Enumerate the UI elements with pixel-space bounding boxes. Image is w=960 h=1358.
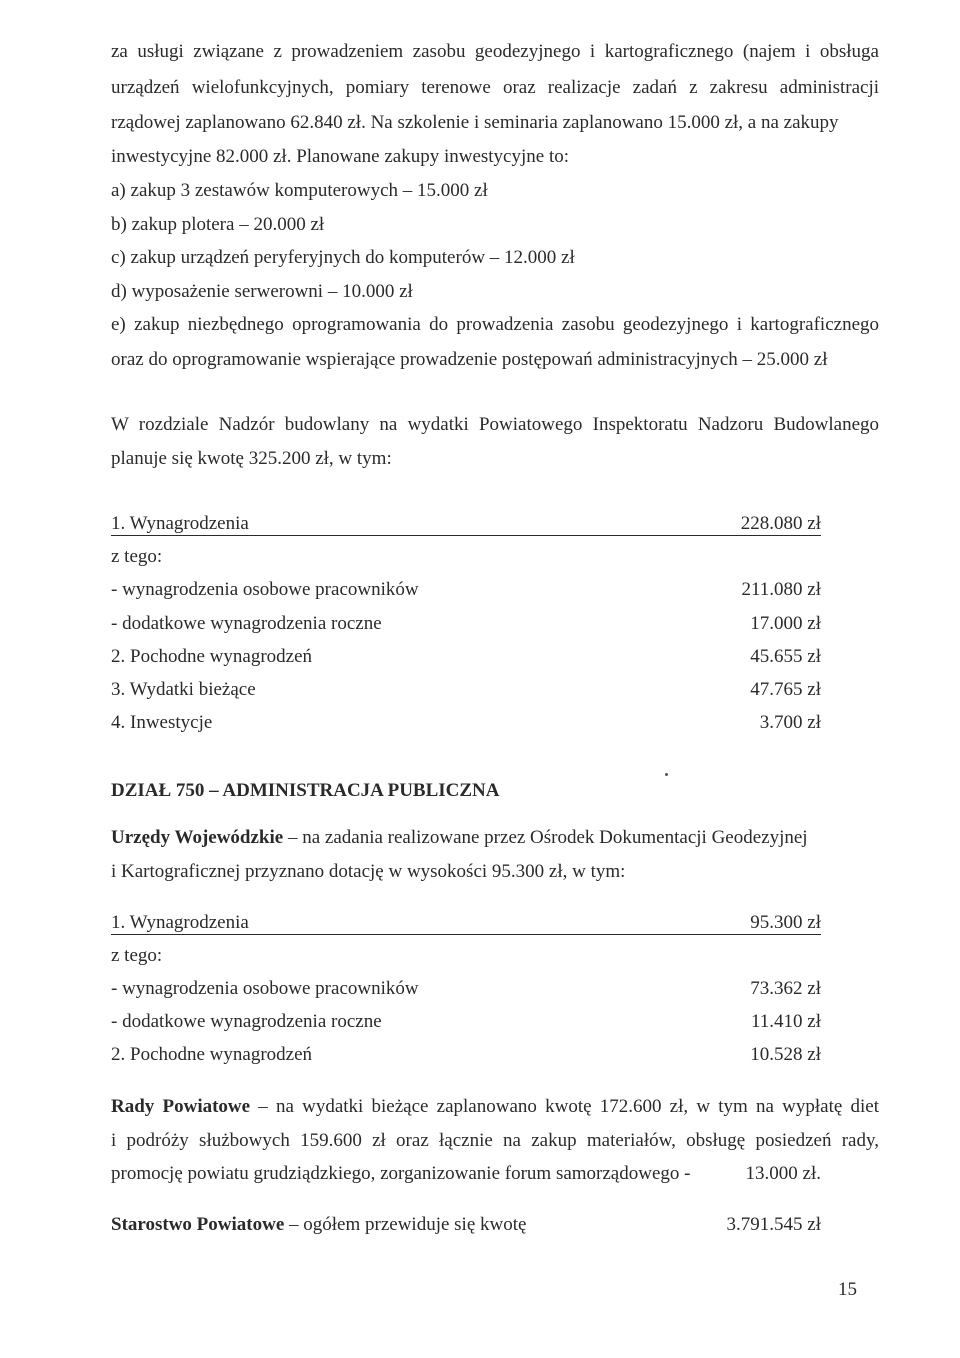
row-label: - dodatkowe wynagrodzenia roczne: [111, 613, 382, 634]
list-item: c) zakup urządzeń peryferyjnych do komputerów – 12.000 zł: [111, 247, 575, 268]
urzedy-line1: [111, 826, 808, 850]
table-row: [111, 1010, 821, 1034]
rady-line1: [111, 1095, 879, 1119]
starostwo-row: [111, 1213, 821, 1237]
table2-ztego: z tego:: [111, 945, 163, 966]
row-label: - dodatkowe wynagrodzenia roczne: [111, 1011, 382, 1032]
urzedy-bold: Urzędy Wojewódzkie: [111, 827, 284, 848]
starostwo-amount: 3.791.545 zł: [726, 1214, 821, 1235]
urzedy-line2: i Kartograficznej przyznano dotację w wysokości 95.300 zł, w tym:: [111, 861, 626, 882]
row-amount: 11.410 zł: [750, 1011, 821, 1032]
table-row: [111, 612, 821, 636]
table-row: [111, 711, 821, 735]
rady-line3-label: promocję powiatu grudziądzkiego, zorganizowanie forum samorządowego -: [111, 1163, 691, 1184]
table-row: [111, 977, 821, 1001]
row-amount: 3.700 zł: [759, 712, 821, 733]
row-amount: 47.765 zł: [750, 679, 821, 700]
starostwo-bold: Starostwo Powiatowe: [111, 1214, 285, 1235]
row-amount: 211.080 zł: [741, 579, 821, 600]
urzedy-text: – na zadania realizowane przez Ośrodek Dokumentacji Geodezyjnej: [283, 827, 808, 848]
row-amount: 45.655 zł: [750, 646, 821, 667]
table2-header-row: [111, 911, 821, 935]
row-amount: 10.528 zł: [750, 1044, 821, 1065]
row-label: 3. Wydatki bieżące: [111, 679, 256, 700]
row-amount: 73.362 zł: [750, 978, 821, 999]
table-row: [111, 1043, 821, 1067]
table-row: [111, 578, 821, 602]
rady-line2: i podróży służbowych 159.600 zł oraz łącznie na zakup materiałów, obsługę posiedzeń rady,: [111, 1130, 879, 1151]
paragraph-line: za usługi związane z prowadzeniem zasobu geodezyjnego i kartograficznego (najem i obsługa: [111, 41, 879, 62]
table2-header-label: 1. Wynagrodzenia: [111, 912, 249, 933]
section-heading: DZIAŁ 750 – ADMINISTRACJA PUBLICZNA: [111, 780, 500, 801]
starostwo-text: – ogółem przewiduje się kwotę: [284, 1214, 527, 1235]
page-number: 15: [838, 1279, 857, 1300]
rady-line3: [111, 1162, 821, 1186]
row-amount: 17.000 zł: [750, 613, 821, 634]
paragraph-line: inwestycyjne 82.000 zł. Planowane zakupy inwestycyjne to:: [111, 146, 570, 167]
table1-ztego: z tego:: [111, 546, 163, 567]
table2-header-amount: 95.300 zł: [750, 912, 821, 933]
row-label: 2. Pochodne wynagrodzeń: [111, 1044, 313, 1065]
list-item: a) zakup 3 zestawów komputerowych – 15.000 zł: [111, 180, 488, 201]
nadzor-line2: planuje się kwotę 325.200 zł, w tym:: [111, 448, 392, 469]
table1-header-row: [111, 512, 821, 536]
list-item: b) zakup plotera – 20.000 zł: [111, 214, 325, 235]
row-label: 2. Pochodne wynagrodzeń: [111, 646, 313, 667]
row-label: 4. Inwestycje: [111, 712, 213, 733]
list-item: d) wyposażenie serwerowni – 10.000 zł: [111, 281, 413, 302]
rady-bold: Rady Powiatowe: [111, 1096, 251, 1117]
nadzor-line1: W rozdziale Nadzór budowlany na wydatki Powiatowego Inspektoratu Nadzoru Budowlanego: [111, 414, 879, 435]
rady-text: – na wydatki bieżące zaplanowano kwotę 172.600 zł, w tym na wypłatę diet: [250, 1096, 879, 1117]
scan-speck: [665, 773, 668, 776]
table1-header-label: 1. Wynagrodzenia: [111, 513, 249, 534]
list-item-e-line2: oraz do oprogramowanie wspierające prowadzenie postępowań administracyjnych – 25.000 zł: [111, 349, 828, 370]
table-row: [111, 645, 821, 669]
rady-line3-amount: 13.000 zł.: [745, 1163, 821, 1184]
table-row: [111, 678, 821, 702]
paragraph-line: urządzeń wielofunkcyjnych, pomiary terenowe oraz realizacje zadań z zakresu administracji: [111, 77, 879, 98]
row-label: - wynagrodzenia osobowe pracowników: [111, 978, 419, 999]
paragraph-line: rządowej zaplanowano 62.840 zł. Na szkolenie i seminaria zaplanowano 15.000 zł, a na zakupy: [111, 112, 839, 133]
starostwo-label: [111, 1213, 526, 1237]
row-label: - wynagrodzenia osobowe pracowników: [111, 579, 419, 600]
table1-header-amount: 228.080 zł: [740, 513, 821, 534]
list-item-e-line1: e) zakup niezbędnego oprogramowania do prowadzenia zasobu geodezyjnego i kartograficznego: [111, 314, 879, 335]
